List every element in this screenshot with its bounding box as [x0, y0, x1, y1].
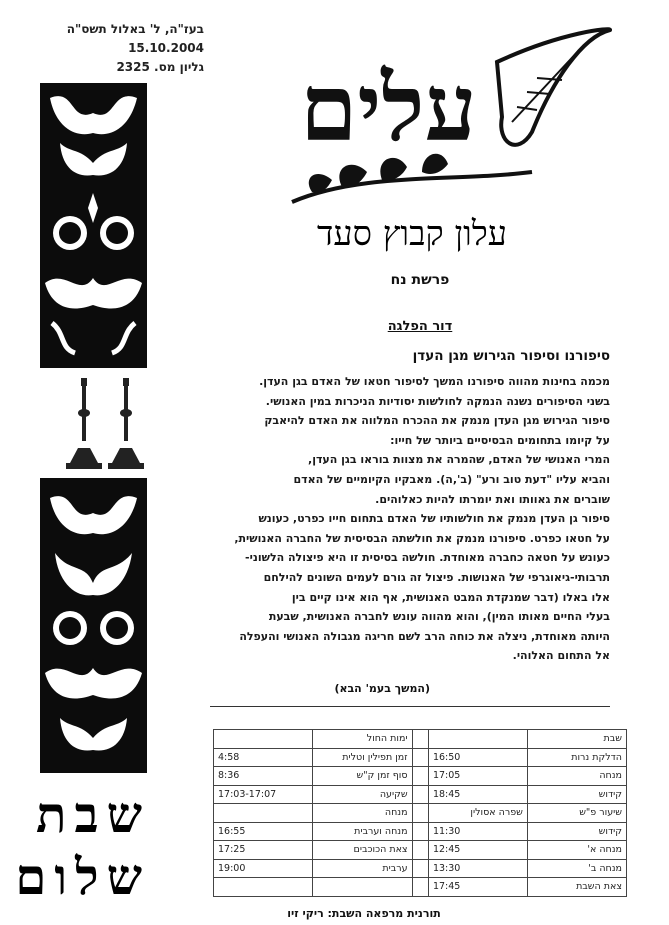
shabbat-header: שבת — [527, 730, 626, 749]
table-cell: 17:03-17:07 — [214, 785, 313, 804]
schedule-table — [213, 729, 627, 897]
table-cell — [313, 878, 412, 897]
article-line: בשני הסיפורים נשנה הנמקה לחולשות יסודיות הניכרות במין האנושי. — [265, 394, 610, 408]
table-cell: הדלקת נרות — [527, 748, 626, 767]
table-cell: צאת השבת — [527, 878, 626, 897]
table-row — [214, 785, 627, 804]
gregorian-date: 15.10.2004 — [128, 41, 204, 55]
table-cell: 16:55 — [214, 822, 313, 841]
article-body — [206, 372, 610, 666]
table-cell: צאת הכוכבים — [313, 841, 412, 860]
article-line: סיפור גן העדן מנמק את חולשותיו של האדם בתחום חייו כפרט, כעונש — [258, 512, 610, 526]
table-cell — [214, 878, 313, 897]
table-cell: מנחה — [313, 804, 412, 823]
greeting-shalom: שלום — [15, 847, 150, 906]
article-line: סיפור הגירוש מגן העדן מנמק את ההכרח המלווה את האדם להיאבק — [264, 414, 610, 428]
newsletter-logo — [282, 22, 612, 212]
footer-note: תורנית מרפאה השבת: ריקי זיו — [287, 907, 441, 920]
table-cell: שקיעה — [313, 785, 412, 804]
article-line: המרי האנושי של האדם, שהמרה את מצוות בוראו בגן העדן, — [308, 453, 610, 467]
ornamental-border — [40, 83, 147, 773]
table-row — [214, 804, 627, 823]
table-cell: 4:58 — [214, 748, 313, 767]
logo-leaf-graphic — [282, 22, 612, 212]
section-title: דור הפלגה — [387, 319, 453, 334]
table-cell: ערבית — [313, 859, 412, 878]
table-cell: 17:45 — [428, 878, 527, 897]
table-row — [214, 841, 627, 860]
table-row — [214, 878, 627, 897]
table-cell — [214, 804, 313, 823]
divider — [210, 706, 610, 707]
table-cell: 13:30 — [428, 859, 527, 878]
table-cell: מנחה — [527, 767, 626, 786]
weekday-header: ימות החול — [313, 730, 412, 749]
article-line: על קיומו בתחומים הבסיסיים ביותר של חייו: — [390, 433, 610, 447]
table-cell: קידוש — [527, 822, 626, 841]
table-row — [214, 730, 627, 749]
table-row — [214, 767, 627, 786]
table-row — [214, 822, 627, 841]
article-line: אלו באלו (דבר שמנקדת המבט האנושית, אף הוא אינו קיים בין — [291, 590, 610, 604]
table-cell: 11:30 — [428, 822, 527, 841]
article-line: כעונש על חטאה כחברה מאוחדת. חולשה בסיסית זו היא פיצולה הלשוני- — [245, 551, 610, 565]
article-line: מכמה בחינות מהווה סיפורנו המשך לסיפור חטאו של האדם בגן העדן. — [259, 375, 610, 388]
parasha-title: פרשת נח — [390, 272, 450, 288]
table-cell: מנחה ב' — [527, 859, 626, 878]
article-line: בעלי החיים מאותו המין), והוא מהווה עונש לחברה האנושית, שבעת — [268, 610, 610, 624]
table-cell: מנחה וערבית — [313, 822, 412, 841]
logo-subtitle: עלון קבוץ סעד — [316, 214, 508, 254]
issue-number: גליון מס. 2325 — [116, 60, 204, 74]
table-row — [214, 748, 627, 767]
table-cell: 17:05 — [428, 767, 527, 786]
continued-note: (המשך בעמ' הבא) — [334, 682, 430, 695]
table-cell: 8:36 — [214, 767, 313, 786]
table-cell: 12:45 — [428, 841, 527, 860]
table-cell: 18:45 — [428, 785, 527, 804]
article-line: על חטאו כפרט. סיפורנו מנמק את חולשתה הבסיסית של החברה האנושית, — [234, 531, 610, 545]
table-cell: זמן תפילין וטלית — [313, 748, 412, 767]
table-row — [214, 859, 627, 878]
table-cell: 17:25 — [214, 841, 313, 860]
article-line: היותה מאוחדת, ניצלה את כוחה הרב לשם חריגה מגבולה האנושי והעפלה — [239, 629, 610, 643]
table-cell: סוף זמן ק"ש — [313, 767, 412, 786]
article-line: והביא עליו "דעת טוב ורע" (ב',ה). מאבקיו הקיומיים של האדם — [293, 472, 610, 486]
article-line: אל התחום האלוהי. — [512, 649, 610, 663]
ornament-illustration — [40, 83, 147, 773]
greeting-shabbat: שבת — [36, 785, 150, 844]
logo-title: עלים — [300, 54, 477, 162]
article-line: שוברים את גאוותו ואת יומרתו להיות כאלוהים. — [375, 492, 610, 506]
table-cell: שיעור פ"ש — [527, 804, 626, 823]
table-cell: קידוש — [527, 785, 626, 804]
article-line: תרבותי-גיאוגרפי של האנושות. פיצול זה גורם לעמים השונים להילחם — [263, 570, 610, 584]
hebrew-date: בעז"ה, ל' באלול תשס"ה — [66, 22, 204, 36]
table-cell: שפרה אסולין — [428, 804, 527, 823]
table-cell: 16:50 — [428, 748, 527, 767]
table-cell: 19:00 — [214, 859, 313, 878]
table-cell: מנחה א' — [527, 841, 626, 860]
article-headline: סיפורנו וסיפור הגירוש מגן העדן — [412, 348, 610, 364]
